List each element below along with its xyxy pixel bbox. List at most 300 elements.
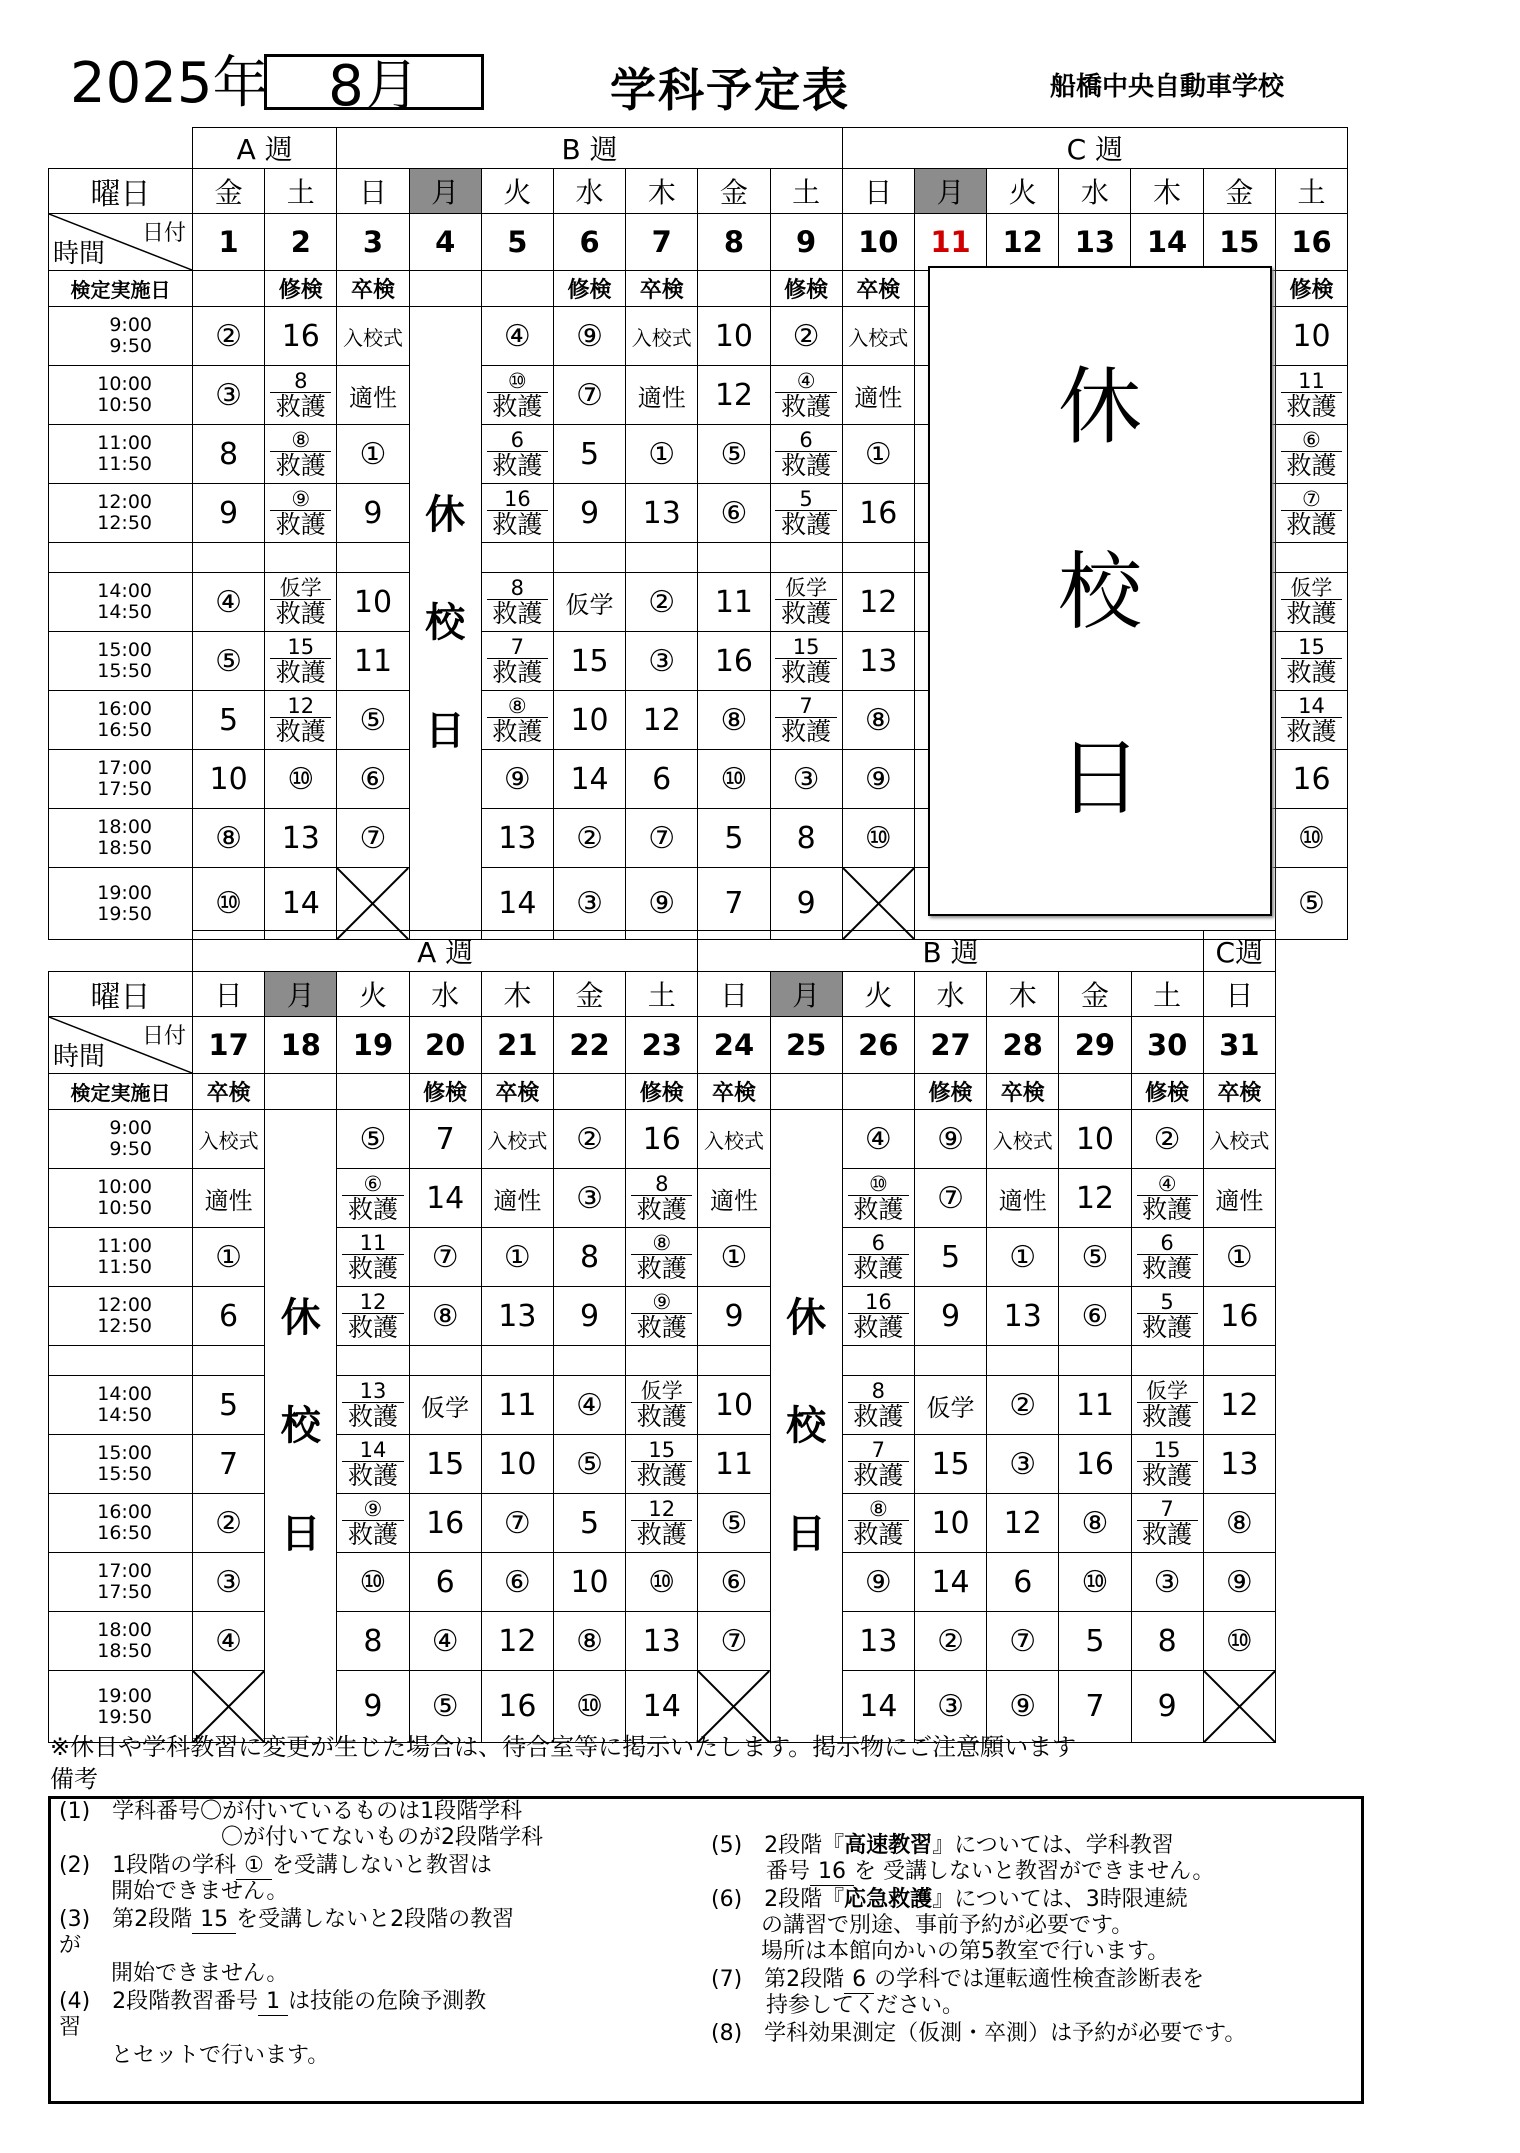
lesson-cell <box>337 1612 409 1671</box>
note-3a <box>59 1907 514 1934</box>
lesson-value: 5 <box>724 820 744 856</box>
lesson-value: 入校式 <box>1209 1128 1270 1153</box>
lesson-value: 8 <box>363 1623 383 1659</box>
lesson-value: 14 <box>642 1689 681 1725</box>
lesson-cell <box>481 366 553 425</box>
lesson-number: 仮学 <box>1137 1380 1198 1403</box>
time-cell <box>49 1110 193 1169</box>
date-cell: 10 <box>842 214 914 271</box>
week-row <box>49 931 1276 972</box>
lesson-value: 11 <box>714 584 753 620</box>
lesson-value: ② <box>648 584 676 620</box>
period-row <box>49 1494 1276 1553</box>
dow-cell: 水 <box>914 972 986 1017</box>
lesson-stack <box>1276 636 1347 687</box>
dow-cell: 金 <box>698 169 770 214</box>
lesson-cell <box>1131 1287 1203 1346</box>
lesson-cell <box>553 573 625 632</box>
period-row <box>49 1169 1276 1228</box>
dow-cell: 木 <box>626 169 698 214</box>
lesson-value: ⑥ <box>359 761 387 797</box>
lesson-cell <box>1203 1612 1275 1671</box>
date-cell: 7 <box>626 214 698 271</box>
lesson-cell <box>337 691 409 750</box>
date-cell: 13 <box>1059 214 1131 271</box>
lesson-cell <box>914 1612 986 1671</box>
lesson-number: 12 <box>631 1498 692 1521</box>
lesson-stack <box>843 1498 914 1549</box>
lesson-value: ⑧ <box>576 1623 603 1659</box>
lesson-cell <box>1275 484 1347 543</box>
kentei-cell: 卒検 <box>987 1074 1059 1110</box>
lesson-value: 16 <box>426 1505 465 1541</box>
lesson-value: ⑩ <box>720 761 748 797</box>
lesson-value: ① <box>648 436 676 472</box>
lesson-cell <box>626 425 698 484</box>
kentei-cell: 卒検 <box>698 1074 770 1110</box>
lesson-number: 13 <box>342 1380 403 1403</box>
lesson-value: ③ <box>937 1689 964 1725</box>
holiday-char-2: 校 <box>1057 543 1142 642</box>
lesson-cell <box>842 1494 914 1553</box>
date-cell: 29 <box>1059 1017 1131 1074</box>
lesson-value: 適性 <box>1215 1186 1264 1215</box>
lesson-cell <box>914 1110 986 1169</box>
lesson-type: 救護 <box>636 1312 687 1342</box>
lesson-value: 12 <box>714 377 753 413</box>
lesson-stack <box>1132 1232 1203 1283</box>
date-cell: 18 <box>265 1017 337 1074</box>
lesson-cell <box>1203 1376 1275 1435</box>
lesson-cell <box>193 868 265 940</box>
lesson-stack <box>1276 488 1347 539</box>
lesson-cell <box>1275 307 1347 366</box>
lesson-cell <box>265 809 337 868</box>
lesson-value: 12 <box>1003 1505 1042 1541</box>
lesson-value: ④ <box>431 1623 459 1659</box>
date-cell: 8 <box>698 214 770 271</box>
lesson-type: 救護 <box>636 1253 687 1283</box>
lesson-cell <box>626 632 698 691</box>
lesson-value: 適性 <box>348 383 397 412</box>
time-cell <box>49 1494 193 1553</box>
lesson-cell <box>914 1553 986 1612</box>
lesson-value: 5 <box>579 1505 600 1541</box>
week-2: B 週 <box>698 931 1203 972</box>
lesson-value: 入校式 <box>631 325 692 350</box>
lesson-number: 15 <box>775 636 836 659</box>
lesson-cell <box>914 1376 986 1435</box>
lesson-cell <box>914 1169 986 1228</box>
lesson-value: ⑧ <box>215 820 243 856</box>
lesson-value: ⑨ <box>937 1121 964 1157</box>
lesson-cell <box>1275 425 1347 484</box>
lesson-cell <box>1203 1169 1275 1228</box>
lesson-value: 11 <box>714 1446 754 1482</box>
lesson-number: 6 <box>848 1232 909 1255</box>
lesson-value: 仮学 <box>926 1393 975 1422</box>
note-5b-pre: 番号 <box>766 1859 811 1884</box>
lunch-break-cell <box>1059 1346 1131 1376</box>
note-4a-value: 1 <box>258 1989 288 2016</box>
lesson-value: 10 <box>714 318 753 354</box>
lesson-number: 6 <box>775 429 836 452</box>
note-5a-bold: 高速教習 <box>844 1833 933 1858</box>
time-cell <box>49 425 193 484</box>
lesson-number: ⑧ <box>631 1232 692 1255</box>
lesson-value: ① <box>864 436 892 472</box>
time-end: 14:50 <box>97 1404 152 1426</box>
lesson-type: 救護 <box>636 1401 687 1431</box>
lesson-value: ① <box>1225 1239 1253 1275</box>
lesson-cell <box>914 1287 986 1346</box>
lesson-type: 救護 <box>492 598 543 628</box>
school-name: 船橋中央自動車学校 <box>1050 72 1285 102</box>
lunch-break-cell <box>337 1346 409 1376</box>
dow-cell: 日 <box>1203 972 1275 1017</box>
lesson-cell <box>626 1287 698 1346</box>
kentei-cell: 修検 <box>553 271 625 307</box>
kentei-cell: 卒検 <box>842 271 914 307</box>
lesson-number: 14 <box>342 1439 403 1462</box>
lesson-cell <box>553 307 625 366</box>
note-4a-pre: (4) 2段階教習番号 <box>59 1989 259 2014</box>
lesson-cell <box>626 1612 698 1671</box>
lesson-stack <box>337 1173 408 1224</box>
lesson-cell <box>1275 809 1347 868</box>
lesson-cell <box>553 868 625 940</box>
lesson-stack <box>843 1291 914 1342</box>
kentei-cell: 卒検 <box>337 271 409 307</box>
lesson-number: 8 <box>270 370 331 393</box>
lesson-cell <box>337 1169 409 1228</box>
time-end: 9:50 <box>109 1138 152 1160</box>
lesson-value: 12 <box>498 1623 537 1659</box>
lesson-type: 救護 <box>853 1253 904 1283</box>
lesson-cell <box>1275 573 1347 632</box>
lesson-cell <box>1131 1228 1203 1287</box>
kentei-cell <box>842 1074 914 1110</box>
lesson-stack <box>1132 1498 1203 1549</box>
lesson-stack <box>626 1291 697 1342</box>
time-start: 9:00 <box>109 1117 152 1139</box>
time-label: 時間 <box>53 1042 106 1072</box>
lesson-value: ⑩ <box>287 761 315 797</box>
lesson-value: ⑨ <box>1009 1689 1037 1725</box>
lesson-value: 適性 <box>854 383 903 412</box>
note-5a <box>711 1833 1174 1859</box>
note-3a-pre: (3) 第2段階 <box>59 1907 193 1932</box>
lunch-break-cell <box>626 543 698 573</box>
lesson-type: 救護 <box>1142 1253 1193 1283</box>
lesson-number: 16 <box>487 488 548 511</box>
lesson-cell <box>770 484 842 543</box>
lesson-value: ② <box>1009 1387 1037 1423</box>
week-1: A 週 <box>193 931 698 972</box>
kentei-cell <box>481 271 553 307</box>
lesson-stack <box>482 636 553 687</box>
lesson-stack <box>843 1173 914 1224</box>
lunch-break-row <box>49 1346 1276 1376</box>
lunch-break-cell <box>987 1346 1059 1376</box>
week-row <box>49 128 1348 169</box>
lesson-stack <box>265 370 336 421</box>
lesson-value: ⑥ <box>720 1564 748 1600</box>
time-start: 19:00 <box>97 881 152 904</box>
lesson-value: ⑩ <box>215 886 243 922</box>
lesson-stack <box>1276 370 1347 421</box>
lesson-value: ④ <box>503 318 531 354</box>
lesson-cell <box>193 1435 265 1494</box>
time-cell <box>49 1553 193 1612</box>
dow-cell: 日 <box>193 972 265 1017</box>
lesson-number: 7 <box>775 695 836 718</box>
time-start: 12:00 <box>97 491 152 513</box>
lesson-cell <box>770 425 842 484</box>
lesson-cell <box>842 1287 914 1346</box>
date-cell: 31 <box>1203 1017 1275 1074</box>
lesson-cell <box>265 868 337 940</box>
lesson-stack <box>1132 1173 1203 1224</box>
holiday-column-text <box>265 1264 336 1588</box>
lesson-cell <box>1203 1228 1275 1287</box>
lesson-type: 救護 <box>781 509 832 539</box>
remarks-box <box>48 1796 1364 2104</box>
lesson-cell <box>698 1494 770 1553</box>
lesson-cell <box>193 366 265 425</box>
lesson-cell <box>481 1376 553 1435</box>
dow-cell: 木 <box>987 972 1059 1017</box>
lesson-cell <box>698 573 770 632</box>
dow-cell: 水 <box>553 169 625 214</box>
lesson-cell <box>626 1553 698 1612</box>
lesson-value: 適性 <box>637 383 686 412</box>
time-end: 18:50 <box>97 837 152 859</box>
time-start: 15:00 <box>97 639 152 661</box>
lesson-cell <box>553 632 625 691</box>
date-cell: 17 <box>193 1017 265 1074</box>
lesson-value: 仮学 <box>565 590 614 619</box>
lesson-value: 13 <box>642 1623 681 1659</box>
lesson-number: 15 <box>270 636 331 659</box>
time-end: 10:50 <box>97 1197 152 1219</box>
time-end: 19:50 <box>97 902 152 925</box>
lesson-value: 6 <box>1013 1564 1033 1600</box>
lesson-type: 救護 <box>275 716 326 746</box>
note-3a-value: 15 <box>192 1907 236 1934</box>
note-5b <box>766 1859 1214 1886</box>
lesson-stack <box>482 695 553 746</box>
holiday-char-3: 日 <box>1057 728 1142 827</box>
lesson-cell <box>1131 1376 1203 1435</box>
lesson-cell <box>1059 1435 1131 1494</box>
dow-cell: 火 <box>481 169 553 214</box>
month-label: 8月 <box>328 54 420 119</box>
lesson-value: 5 <box>1085 1623 1105 1659</box>
lesson-cell <box>698 366 770 425</box>
note-6b: の講習で別途、事前予約が必要です。 <box>761 1913 1134 1938</box>
date-row <box>49 214 1348 271</box>
lesson-cell <box>626 1494 698 1553</box>
holiday-char-1: 休 <box>1057 358 1142 457</box>
lesson-number: 15 <box>631 1439 692 1462</box>
cross-mark <box>1204 1671 1275 1742</box>
lesson-number: ⑨ <box>270 488 331 511</box>
lesson-cell <box>842 1435 914 1494</box>
lesson-value: 13 <box>498 1298 537 1334</box>
kentei-label: 検定実施日 <box>49 1074 193 1110</box>
lesson-number: 5 <box>1137 1291 1198 1314</box>
note-8: (8) 学科効果測定（仮測・卒測）は予約が必要です。 <box>711 2021 1247 2046</box>
lesson-cell <box>481 1110 553 1169</box>
lesson-value: ⑤ <box>1081 1239 1109 1275</box>
holiday-char: 校 <box>425 600 466 647</box>
lesson-value: ⑧ <box>720 702 748 738</box>
lesson-cell <box>337 573 409 632</box>
lesson-cell <box>193 691 265 750</box>
lesson-value: 6 <box>652 761 672 797</box>
lesson-type: 救護 <box>1142 1460 1193 1490</box>
lesson-cell <box>770 573 842 632</box>
dow-cell: 水 <box>1059 169 1131 214</box>
lesson-cell <box>193 1110 265 1169</box>
dow-cell: 月 <box>409 169 481 214</box>
kentei-cell <box>265 1074 337 1110</box>
note-2a-pre: (2) 1段階の学科 <box>59 1853 237 1878</box>
lesson-value: 9 <box>724 1298 744 1334</box>
date-cell: 20 <box>409 1017 481 1074</box>
kentei-cell <box>337 1074 409 1110</box>
time-end: 15:50 <box>97 1463 152 1485</box>
dow-row <box>49 972 1276 1017</box>
kentei-cell: 修検 <box>626 1074 698 1110</box>
dow-cell: 日 <box>698 972 770 1017</box>
time-cell <box>49 573 193 632</box>
kentei-cell <box>1059 1074 1131 1110</box>
dow-cell: 木 <box>1131 169 1203 214</box>
lesson-value: ⑦ <box>720 1623 748 1659</box>
week-3: C 週 <box>842 128 1347 169</box>
lesson-cell <box>698 1553 770 1612</box>
lunch-break-cell <box>553 1346 625 1376</box>
note-5b-post: を 受講しないと教習ができません。 <box>854 1859 1215 1884</box>
lesson-cell <box>698 484 770 543</box>
lesson-type: 救護 <box>781 716 832 746</box>
date-cell: 26 <box>842 1017 914 1074</box>
lesson-stack <box>265 577 336 628</box>
lesson-type: 救護 <box>1286 657 1337 687</box>
time-start: 19:00 <box>97 1684 152 1707</box>
lesson-cell <box>698 1228 770 1287</box>
time-cell <box>49 750 193 809</box>
lesson-value: ⑩ <box>864 820 892 856</box>
lesson-cell <box>337 366 409 425</box>
lunch-break-cell <box>842 543 914 573</box>
lesson-type: 救護 <box>1286 391 1337 421</box>
time-start: 16:00 <box>97 1501 152 1523</box>
note-5a-post: 』については、学科教習 <box>932 1833 1174 1858</box>
lesson-value: ⑦ <box>576 377 603 413</box>
time-start: 10:00 <box>97 1176 152 1198</box>
kentei-cell: 修検 <box>1275 271 1347 307</box>
note-4b: 習 <box>59 2015 82 2040</box>
holiday-column-text <box>771 1264 842 1588</box>
lesson-cell <box>481 1228 553 1287</box>
dow-cell: 土 <box>265 169 337 214</box>
kentei-cell <box>193 271 265 307</box>
time-cell <box>49 691 193 750</box>
date-cell: 9 <box>770 214 842 271</box>
lesson-value: ⑦ <box>431 1239 459 1275</box>
lesson-value: 10 <box>1075 1121 1115 1157</box>
lesson-number: ⑩ <box>848 1173 909 1196</box>
time-end: 12:50 <box>97 512 152 534</box>
lesson-cell <box>842 868 914 940</box>
date-cell: 28 <box>987 1017 1059 1074</box>
time-start: 18:00 <box>97 816 152 838</box>
lesson-stack <box>1132 1380 1203 1431</box>
lesson-cell <box>987 1612 1059 1671</box>
lesson-value: ⑨ <box>1225 1564 1253 1600</box>
lesson-cell <box>626 366 698 425</box>
lesson-cell <box>1059 1612 1131 1671</box>
lesson-cell <box>842 691 914 750</box>
cross-icon <box>843 868 914 939</box>
lesson-type: 救護 <box>347 1460 398 1490</box>
lesson-value: 12 <box>1075 1180 1115 1216</box>
lesson-value: ⑦ <box>1009 1623 1037 1659</box>
lesson-stack <box>265 429 336 480</box>
kentei-label: 検定実施日 <box>49 271 193 307</box>
notice-text: ※休日や学科教習に変更が生じた場合は、待合室等に掲示いたします。掲示物にご注意願います <box>50 1733 1077 1761</box>
lesson-cell <box>1131 1110 1203 1169</box>
date-cell: 2 <box>265 214 337 271</box>
note-3c: 開始できません。 <box>111 1961 289 1986</box>
lesson-cell <box>698 1435 770 1494</box>
lesson-cell <box>770 307 842 366</box>
note-6a <box>711 1887 1188 1913</box>
lesson-value: 15 <box>426 1446 465 1482</box>
kentei-cell: 修検 <box>914 1074 986 1110</box>
lesson-value: 11 <box>498 1387 537 1423</box>
dow-cell: 土 <box>770 169 842 214</box>
lesson-type: 救護 <box>492 391 543 421</box>
lesson-value: 11 <box>353 643 393 679</box>
week-3: C週 <box>1203 931 1275 972</box>
holiday-panel <box>928 266 1272 916</box>
lesson-value: 10 <box>714 1387 754 1423</box>
lesson-value: 8 <box>219 436 239 472</box>
lesson-value: 8 <box>1157 1623 1177 1659</box>
lesson-type: 救護 <box>492 509 543 539</box>
time-start: 14:00 <box>97 1383 152 1405</box>
lesson-cell <box>626 691 698 750</box>
lesson-cell <box>481 1612 553 1671</box>
lesson-cell <box>842 1612 914 1671</box>
time-end: 16:50 <box>97 1522 152 1544</box>
kentei-cell <box>770 1074 842 1110</box>
dow-cell: 火 <box>337 972 409 1017</box>
lesson-cell <box>842 632 914 691</box>
lesson-cell <box>770 750 842 809</box>
lesson-cell <box>409 1553 481 1612</box>
lesson-value: 9 <box>579 1298 600 1334</box>
lesson-value: ④ <box>215 1623 243 1659</box>
lesson-cell <box>1275 868 1347 940</box>
lesson-value: ② <box>215 1505 243 1541</box>
lesson-cell <box>1203 1287 1275 1346</box>
lesson-cell <box>626 1169 698 1228</box>
